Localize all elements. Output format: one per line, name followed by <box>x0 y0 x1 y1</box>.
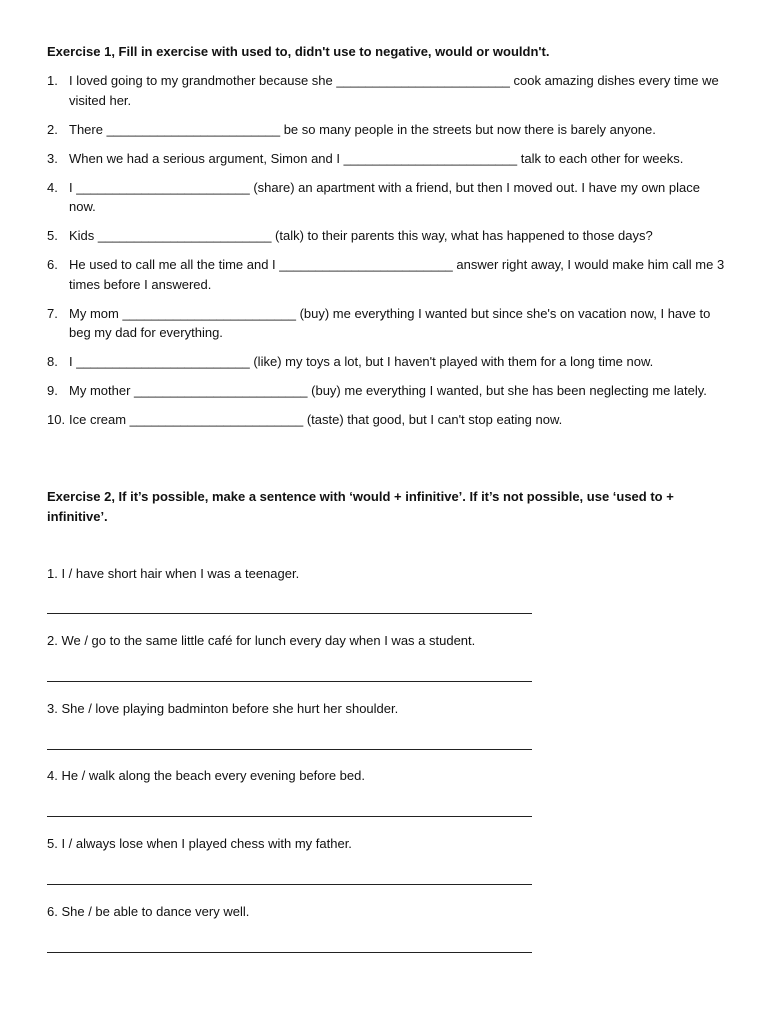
exercise-2-prompt: 2. We / go to the same little café for lunch every day when I was a student. <box>47 633 476 648</box>
item-number: 8. <box>47 354 58 369</box>
item-text: He used to call me all the time and I ________________________ answer right away, I would make him call me 3 times before I answered. <box>69 257 725 292</box>
exercise-2-prompt: 6. She / be able to dance very well. <box>47 904 250 919</box>
item-text: My mother ________________________ (buy) me everything I wanted, but she has been neglecting me lately. <box>69 383 707 398</box>
item-text: When we had a serious argument, Simon and I ________________________ talk to each other for weeks. <box>69 150 684 166</box>
exercise-1-heading: Exercise 1, Fill in exercise with used to, didn't use to negative, would or wouldn't. <box>47 44 550 59</box>
item-number: 6. <box>47 257 58 272</box>
answer-line[interactable] <box>47 613 532 614</box>
answer-line[interactable] <box>47 952 532 953</box>
exercise-1-item <box>0 410 729 430</box>
item-text: I ________________________ (like) my toys a lot, but I haven't played with them for a long time now. <box>69 354 654 369</box>
item-text: My mom ________________________ (buy) me everything I wanted but since she's on vacation now, I have to beg my dad for everything. <box>69 305 711 340</box>
item-number: 4. <box>47 179 58 195</box>
exercise-2-prompt: 5. I / always lose when I played chess with my father. <box>47 836 352 851</box>
item-number: 7. <box>47 305 58 321</box>
answer-line[interactable] <box>47 681 532 682</box>
exercise-1-item <box>0 149 729 169</box>
item-number: 5. <box>47 228 58 243</box>
exercise-1-item <box>0 178 729 217</box>
exercise-1-item <box>0 304 729 343</box>
item-text: There ________________________ be so many people in the streets but now there is barely anyone. <box>69 121 656 137</box>
item-number: 10. <box>47 412 66 427</box>
item-number: 9. <box>47 383 58 398</box>
exercise-1-item <box>0 226 729 246</box>
exercise-1-list <box>0 71 768 439</box>
exercise-1-item <box>0 352 729 372</box>
item-number: 1. <box>47 73 58 88</box>
answer-line[interactable] <box>47 816 532 817</box>
item-text: Kids ________________________ (talk) to their parents this way, what has happened to those days? <box>69 228 653 243</box>
exercise-2-heading: Exercise 2, If it’s possible, make a sentence with ‘would + infinitive’. If it’s not possible, use ‘used to + infinitive’. <box>47 489 674 524</box>
item-number: 3. <box>47 150 58 166</box>
item-text: I ________________________ (share) an apartment with a friend, but then I moved out. I have my own place now. <box>69 179 700 214</box>
exercise-2-prompt: 1. I / have short hair when I was a teenager. <box>47 566 300 581</box>
answer-line[interactable] <box>47 884 532 885</box>
item-text: I loved going to my grandmother because she ________________________ cook amazing dishes every time we visited her. <box>69 73 719 108</box>
exercise-2-prompt: 3. She / love playing badminton before she hurt her shoulder. <box>47 701 399 716</box>
exercise-1-item <box>0 381 729 401</box>
exercise-1-item <box>0 255 729 294</box>
item-number: 2. <box>47 121 58 137</box>
exercise-1-item <box>0 71 729 110</box>
exercise-2-prompt: 4. He / walk along the beach every evening before bed. <box>47 768 365 783</box>
answer-line[interactable] <box>47 749 532 750</box>
exercise-1-item <box>0 120 729 140</box>
item-text: Ice cream ________________________ (taste) that good, but I can't stop eating now. <box>69 412 563 427</box>
